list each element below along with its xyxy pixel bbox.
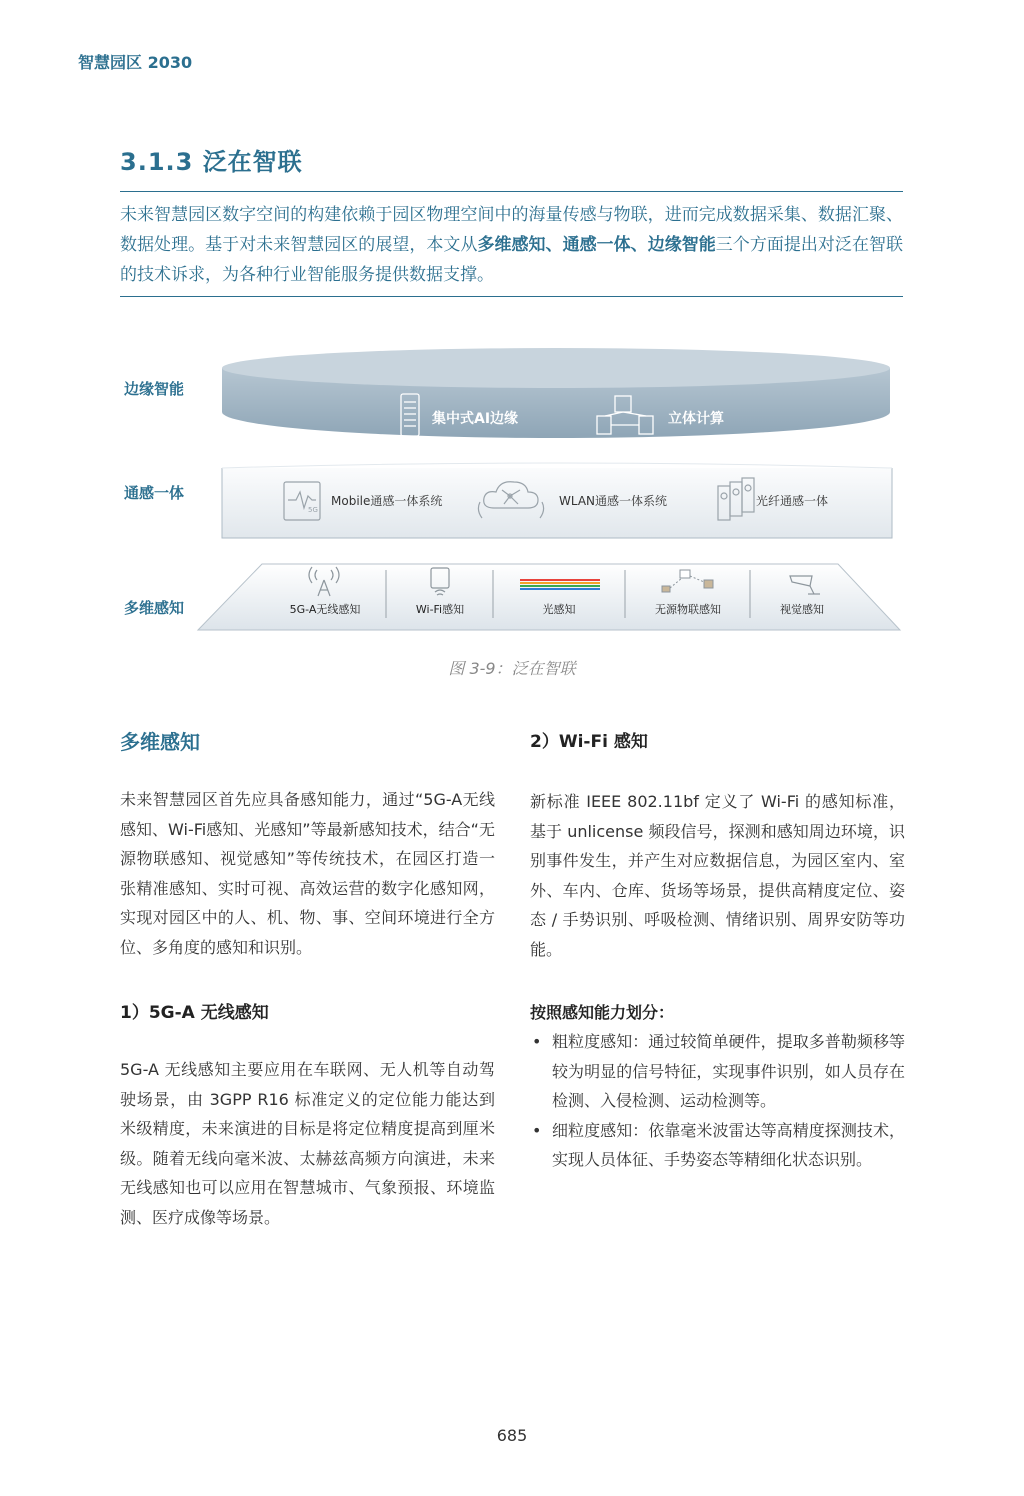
sensing-item-passive-iot: 无源物联感知 bbox=[655, 603, 721, 616]
list-title-sensing-granularity: 按照感知能力划分： bbox=[530, 1003, 675, 1022]
intro-top-rule bbox=[120, 191, 903, 192]
heading-multi-dim-sensing: 多维感知 bbox=[120, 730, 200, 754]
section-title: 3.1.3 泛在智联 bbox=[120, 148, 303, 176]
fusion-item-wlan: WLAN通感一体系统 bbox=[559, 494, 668, 508]
sensing-item-optical: 光感知 bbox=[542, 603, 576, 616]
figure-caption: 图 3-9：泛在智联 bbox=[448, 659, 576, 678]
left-column bbox=[120, 726, 495, 1232]
running-header-title: 智慧园区 2030 bbox=[78, 53, 193, 72]
heading-wifi-sensing: 2）Wi-Fi 感知 bbox=[530, 732, 648, 752]
tier-label-edge: 边缘智能 bbox=[124, 380, 185, 398]
intro-highlight: 多维感知、通感一体、边缘智能 bbox=[477, 235, 716, 255]
list-item: • 细粒度感知：依靠毫米波雷达等高精度探测技术，实现人员体征、手势姿态等精细化状态识别。 bbox=[530, 1116, 905, 1175]
intro-text-start: 未来智慧园区数字空间的构建依赖于园区物理空间中的海量传感与物联，进而完成数据采集、数据汇聚、数据处理。基于对未来智慧园区的展望，本文从 bbox=[120, 205, 903, 255]
page-number: 685 bbox=[496, 1426, 528, 1445]
granularity-list bbox=[530, 1027, 905, 1175]
sensing-platform bbox=[198, 564, 900, 630]
intro-bottom-rule bbox=[120, 296, 903, 297]
edge-intelligence-disc bbox=[222, 348, 890, 438]
intro-paragraph bbox=[120, 200, 903, 290]
paragraph-wifi-sensing: 新标准 IEEE 802.11bf 定义了 Wi-Fi 的感知标准，基于 unlicense 频段信号，探测和感知周边环境，识别事件发生，并产生对应数据信息，为园区室内、室外、车内、仓库、货场等场景，提供高精度定位、姿态 / 手势识别、呼吸检测、情绪识别、周界安防等功能。 bbox=[530, 792, 905, 959]
ubiquitous-connectivity-diagram bbox=[110, 330, 910, 650]
sensing-item-vision: 视觉感知 bbox=[780, 603, 824, 616]
intro-text-end: 三个方面提出对泛在智联的技术诉求，为各种行业智能服务提供数据支撑。 bbox=[120, 235, 904, 285]
list-item: • 粗粒度感知：通过较简单硬件，提取多普勒频移等较为明显的信号特征，实现事件识别，如人员存在检测、入侵检测、运动检测等。 bbox=[530, 1027, 905, 1116]
tier-label-sensing: 多维感知 bbox=[124, 599, 185, 617]
edge-item-stereo-compute: 立体计算 bbox=[668, 411, 724, 427]
fusion-item-fiber: 光纤通感一体 bbox=[756, 494, 829, 508]
5g-chip-label: 5G bbox=[308, 506, 318, 514]
sensing-item-5ga: 5G-A无线感知 bbox=[289, 603, 361, 616]
right-column bbox=[530, 727, 905, 1175]
paragraph-multi-dim-sensing: 未来智慧园区首先应具备感知能力，通过“5G-A无线感知、Wi-Fi感知、光感知”等最新感知技术，结合“无源物联感知、视觉感知”等传统技术，在园区打造一张精准感知、实时可视、高效运营的数字化感知网，实现对园区中的人、机、物、事、空间环境进行全方位、多角度的感知和识别。 bbox=[120, 790, 495, 957]
fusion-item-mobile: Mobile通感一体系统 bbox=[331, 494, 443, 508]
heading-5ga-sensing: 1）5G-A 无线感知 bbox=[120, 1003, 269, 1023]
edge-item-centralized-ai: 集中式AI边缘 bbox=[432, 411, 519, 427]
paragraph-5ga-sensing: 5G-A 无线感知主要应用在车联网、无人机等自动驾驶场景，由 3GPP R16 标准定义的定位能力能达到米级精度，未来演进的目标是将定位精度提高到厘米级。随着无线向毫米波、太赫兹高频方向演进，未来无线感知也可以应用在智慧城市、气象预报、环境监测、医疗成像等场景。 bbox=[120, 1060, 495, 1227]
sensing-item-wifi: Wi-Fi感知 bbox=[415, 603, 465, 616]
tier-label-fusion: 通感一体 bbox=[124, 484, 185, 502]
